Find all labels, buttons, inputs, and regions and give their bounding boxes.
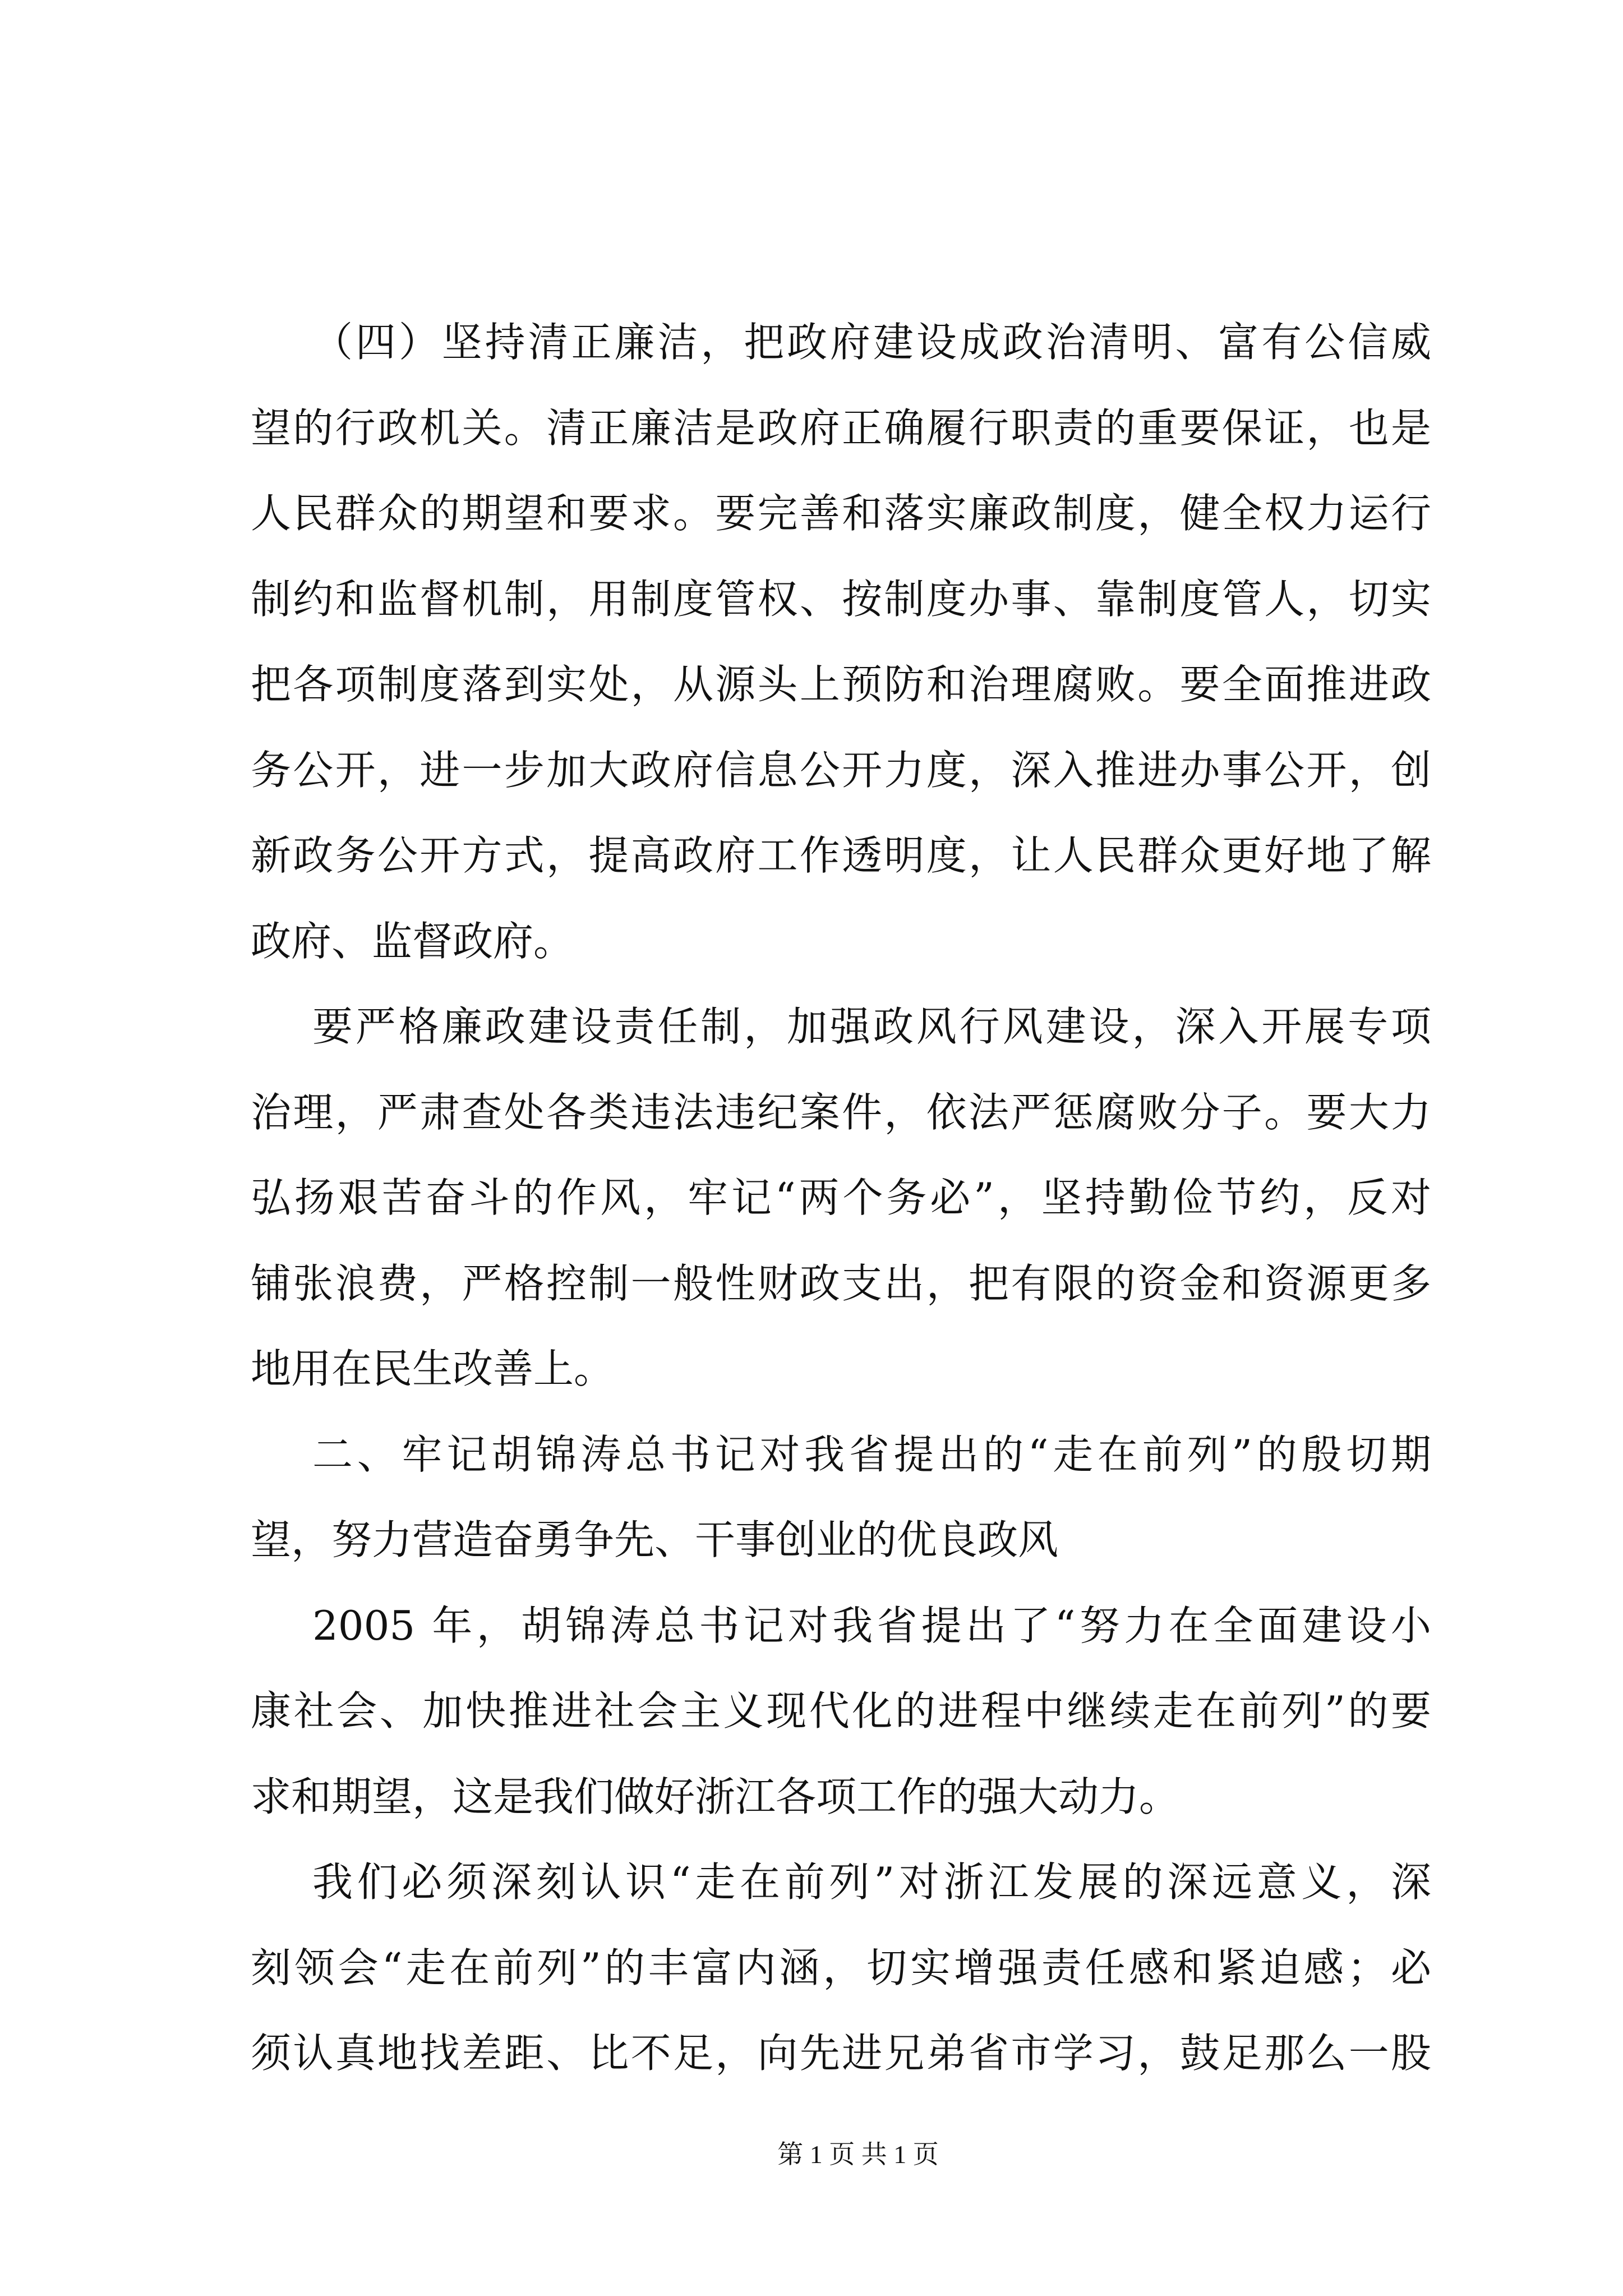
text-line: 新政务公开方式，提高政府工作透明度，让人民群众更好地了解	[251, 832, 1431, 879]
paragraph-integrity	[251, 300, 1431, 984]
text-line: 我们必须深刻认识“走在前列”对浙江发展的深远意义，深	[312, 1858, 1431, 1906]
text-line: 制约和监督机制，用制度管权、按制度办事、靠制度管人，切实	[251, 575, 1431, 623]
section-heading	[251, 1412, 1431, 1583]
text-line: 二、牢记胡锦涛总书记对我省提出的“走在前列”的殷切期	[312, 1430, 1431, 1478]
text-line: 务公开，进一步加大政府信息公开力度，深入推进办事公开，创	[251, 746, 1431, 794]
page-footer: 第 1 页 共 1 页	[777, 2140, 939, 2169]
paragraph-responsibility	[251, 984, 1431, 1412]
text-line: 人民群众的期望和要求。要完善和落实廉政制度，健全权力运行	[251, 490, 1431, 537]
document-body	[251, 300, 1431, 2096]
text-line: 地用在民生改善上。	[251, 1345, 615, 1392]
text-line: 弘扬艰苦奋斗的作风，牢记“两个务必”，坚持勤俭节约，反对	[251, 1174, 1431, 1221]
text-line: 须认真地找差距、比不足，向先进兄弟省市学习，鼓足那么一股	[251, 2030, 1431, 2077]
text-line: 政府、监督政府。	[251, 917, 574, 965]
text-line: （四）坚持清正廉洁，把政府建设成政治清明、富有公信威	[312, 319, 1431, 366]
text-line: 铺张浪费，严格控制一般性财政支出，把有限的资金和资源更多	[251, 1259, 1431, 1307]
text-line: 2005 年，胡锦涛总书记对我省提出了“努力在全面建设小	[312, 1602, 1431, 1649]
text-line: 望的行政机关。清正廉洁是政府正确履行职责的重要保证，也是	[251, 404, 1431, 452]
text-line: 望，努力营造奋勇争先、干事创业的优良政风	[251, 1516, 1059, 1563]
text-line: 治理，严肃查处各类违法违纪案件，依法严惩腐败分子。要大力	[251, 1088, 1431, 1136]
paragraph-2005	[251, 1583, 1431, 1840]
text-line: 刻领会“走在前列”的丰富内涵，切实增强责任感和紧迫感；必	[251, 1944, 1431, 1991]
paragraph-understanding	[251, 1839, 1431, 2096]
text-line: 求和期望，这是我们做好浙江各项工作的强大动力。	[251, 1773, 1180, 1820]
text-line: 康社会、加快推进社会主义现代化的进程中继续走在前列”的要	[251, 1687, 1431, 1734]
text-line: 要严格廉政建设责任制，加强政风行风建设，深入开展专项	[312, 1003, 1431, 1050]
text-line: 把各项制度落到实处，从源头上预防和治理腐败。要全面推进政	[251, 661, 1431, 708]
